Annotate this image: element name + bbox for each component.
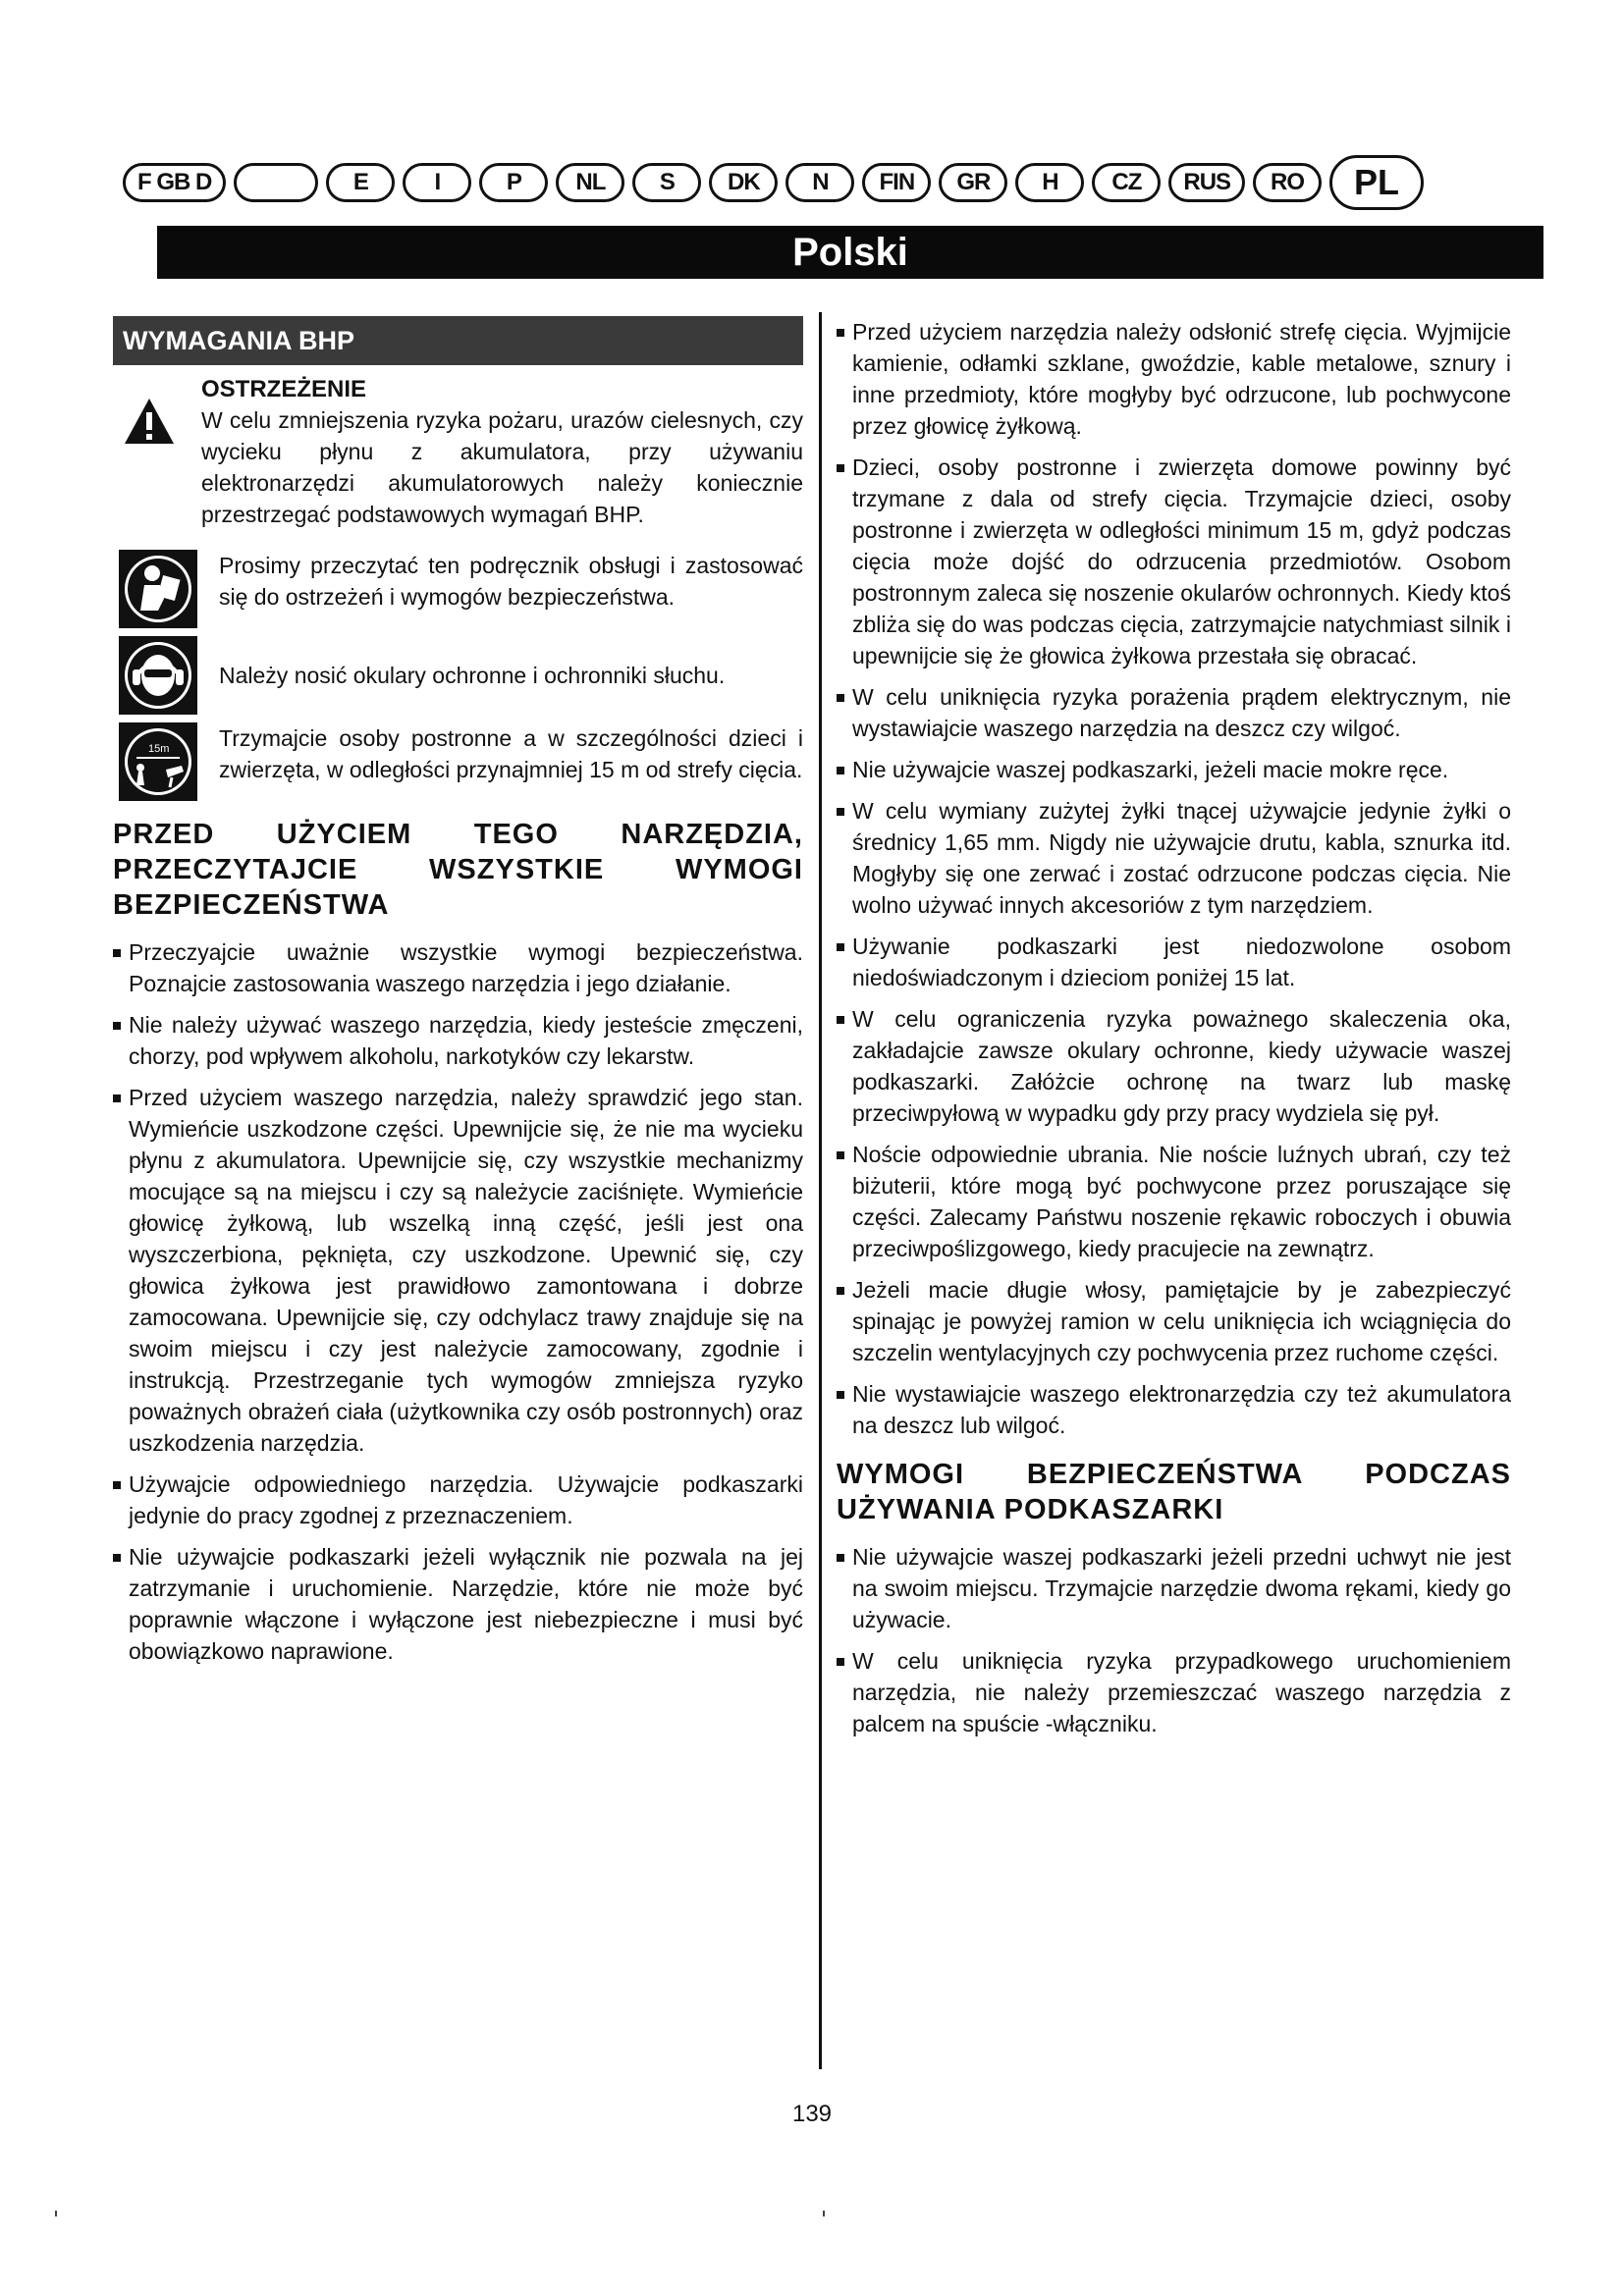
lang-label: F — [137, 169, 151, 195]
lang-tab-p[interactable]: P — [479, 163, 548, 202]
section-title-bhp: WYMAGANIA BHP — [113, 316, 803, 365]
lang-tab-cz[interactable]: CZ — [1092, 163, 1161, 202]
language-tabs — [123, 155, 1546, 210]
lang-tab-nl[interactable]: NL — [556, 163, 624, 202]
heading-read-requirements: PRZED UŻYCIEM TEGO NARZĘDZIA, PRZECZYTAJCIE WSZYSTKIE WYMOGI BEZPIECZEŃSTWA — [113, 819, 803, 921]
lang-tab-h[interactable]: H — [1015, 163, 1084, 202]
icon-row-manual — [113, 550, 803, 628]
list-item: W celu wymiany zużytej żyłki tnącej używajcie jedynie żyłki o średnicy 1,65 mm. Nigdy nie używajcie drutu, kabla, sznurka itd. Mogłyby się one zerwać i zostać odrzucone podczas cięcia. Nie wolno używać innych akcesoriów z tym narzędziem. — [837, 795, 1511, 921]
lang-tab-gr[interactable]: GR — [939, 163, 1007, 202]
lang-label: D — [195, 169, 212, 195]
language-title: Polski — [792, 230, 908, 274]
lang-tab-dk[interactable]: DK — [709, 163, 778, 202]
warning-triangle-icon — [113, 375, 201, 530]
lang-tab-e[interactable]: E — [326, 163, 395, 202]
right-bullet-list — [837, 316, 1511, 1441]
eye-ear-protection-icon — [119, 636, 197, 715]
lang-tab-fin[interactable]: FIN — [862, 163, 931, 202]
list-item: Jeżeli macie długie włosy, pamiętajcie by je zabezpieczyć spinając je powyżej ramion w celu uniknięcia ich wciągnięcia do szczelin wentylacyjnych czy pochwycenia przez ruchome części. — [837, 1274, 1511, 1368]
lang-tab-ro[interactable]: RO — [1253, 163, 1322, 202]
list-item: Nie używajcie waszej podkaszarki, jeżeli macie mokre ręce. — [837, 754, 1511, 785]
page-number: 139 — [791, 2101, 833, 2127]
icon-row-distance — [113, 722, 803, 801]
language-title-bar — [157, 226, 1543, 279]
column-divider — [819, 312, 822, 2069]
keep-distance-icon — [119, 722, 197, 801]
right-bullet-list-2 — [837, 1541, 1511, 1739]
warning-block — [113, 375, 803, 530]
lang-tab-f-gb-d[interactable] — [123, 163, 226, 202]
list-item: Przeczyajcie uważnie wszystkie wymogi bezpieczeństwa. Poznajcie zastosowania waszego narzędzia i jego działanie. — [113, 936, 803, 999]
list-item: Nie wystawiajcie waszego elektronarzędzia czy też akumulatora na deszcz lub wilgoć. — [837, 1378, 1511, 1441]
list-item: Używajcie odpowiedniego narzędzia. Używajcie podkaszarki jedynie do pracy zgodnej z przeznaczeniem. — [113, 1468, 803, 1531]
list-item: Nie używajcie waszej podkaszarki jeżeli przedni uchwyt nie jest na swoim miejscu. Trzymajcie narzędzie dwoma rękami, kiedy go używacie. — [837, 1541, 1511, 1635]
lang-tab-s[interactable]: S — [632, 163, 701, 202]
list-item: W celu uniknięcia ryzyka przypadkowego uruchomieniem narzędzia, nie należy przemieszczać waszego narzędzia z palcem na spuście -włączniku. — [837, 1645, 1511, 1739]
lang-tab-pl[interactable]: PL — [1329, 155, 1424, 210]
list-item: Używanie podkaszarki jest niedozwolone osobom niedoświadczonym i dzieciom poniżej 15 lat. — [837, 931, 1511, 993]
icon-text-manual: Prosimy przeczytać ten podręcznik obsługi i zastosować się do ostrzeżeń i wymogów bezpieczeństwa. — [219, 553, 803, 610]
lang-tab-blank[interactable] — [234, 163, 318, 202]
list-item: Noście odpowiednie ubrania. Nie noście luźnych ubrań, czy też biżuterii, które mogą być pochwycone przez poruszające się części. Zalecamy Państwu noszenie rękawic roboczych i obuwia przeciwpoślizgowego, kiedy pracujecie na zewnątrz. — [837, 1139, 1511, 1264]
list-item: Dzieci, osoby postronne i zwierzęta domowe powinny być trzymane z dala od strefy cięcia. Trzymajcie dzieci, osoby postronne i zwierzęta w odległości minimum 15 m, gdyż podczas cięcia może dojść do odrzucenia przedmiotów. Osobom postronnym zaleca się noszenie okularów ochronnych. Kiedy ktoś zbliża się do was podczas cięcia, zatrzymajcie natychmiast silnik i upewnijcie się że głowica żyłkowa przestała się obracać. — [837, 452, 1511, 671]
icon-text-protection: Należy nosić okulary ochronne i ochronniki słuchu. — [219, 663, 726, 688]
list-item: Nie używajcie podkaszarki jeżeli wyłącznik nie pozwala na jej zatrzymanie i uruchomienie. Narzędzie, które nie może być poprawnie włączone i wyłączone jest niebezpieczne i musi być obowiązkowo naprawione. — [113, 1541, 803, 1667]
icon-text-distance: Trzymajcie osoby postronne a w szczególności dzieci i zwierzęta, w odległości przynajmniej 15 m od strefy cięcia. — [219, 725, 803, 782]
warning-title: OSTRZEŻENIE — [201, 376, 367, 402]
lang-tab-n[interactable]: N — [785, 163, 854, 202]
lang-tab-i[interactable]: I — [403, 163, 471, 202]
list-item: W celu uniknięcia ryzyka porażenia prądem elektrycznym, nie wystawiajcie waszego narzędzia na deszcz czy wilgoć. — [837, 681, 1511, 744]
read-manual-icon — [119, 550, 197, 628]
scan-mark — [55, 2211, 57, 2216]
icon-row-protection — [113, 636, 803, 715]
list-item: W celu ograniczenia ryzyka poważnego skaleczenia oka, zakładajcie zawsze okulary ochronne, kiedy używacie waszej podkaszarki. Załóżcie ochronę na twarz lub maskę przeciwpyłową w wypadku gdy przy pracy wydziela się pył. — [837, 1003, 1511, 1129]
warning-text: W celu zmniejszenia ryzyka pożaru, urazów cielesnych, czy wycieku płynu z akumulatora, przy używaniu elektronarzędzi akumulatorowych należy koniecznie przestrzegać podstawowych wymagań BHP. — [201, 407, 803, 527]
list-item: Nie należy używać waszego narzędzia, kiedy jesteście zmęczeni, chorzy, pod wpływem alkoholu, narkotyków czy lekarstw. — [113, 1009, 803, 1072]
list-item: Przed użyciem waszego narzędzia, należy sprawdzić jego stan. Wymieńcie uszkodzone części. Upewnijcie się, że nie ma wycieku płynu z akumulatora. Upewnijcie się, czy wszystkie mechanizmy mocujące są na miejscu i czy są należycie zaciśnięte. Wymieńcie głowicę żyłkową, lub wszelką inną część, jeśli jest ona wyszczerbiona, pęknięta, czy uszkodzone. Upewnić się, czy głowica żyłkowa jest prawidłowo zamontowana i dobrze zamocowana. Upewnijcie się, czy odchylacz trawy znajduje się na swoim miejscu i czy jest należycie zamocowany, zgodnie i instrukcją. Przestrzeganie tych wymogów zmniejsza ryzyko poważnych obrażeń ciała (użytkownika czy osób postronnych) oraz uszkodzenia narzędzia. — [113, 1082, 803, 1459]
lang-label: GB — [156, 169, 190, 195]
heading-usage-requirements: WYMOGI BEZPIECZEŃSTWA PODCZAS UŻYWANIA PODKASZARKI — [837, 1459, 1511, 1525]
left-column — [113, 316, 803, 1677]
scan-mark — [823, 2211, 825, 2216]
distance-label: 15m — [148, 743, 170, 755]
lang-tab-rus[interactable]: RUS — [1168, 163, 1245, 202]
right-column — [837, 316, 1511, 1749]
list-item: Przed użyciem narzędzia należy odsłonić strefę cięcia. Wyjmijcie kamienie, odłamki szklane, gwoździe, kable metalowe, sznury i inne przedmioty, które mogłyby być odrzucone, lub pochwycone przez głowicę żyłkową. — [837, 316, 1511, 442]
left-bullet-list — [113, 936, 803, 1667]
